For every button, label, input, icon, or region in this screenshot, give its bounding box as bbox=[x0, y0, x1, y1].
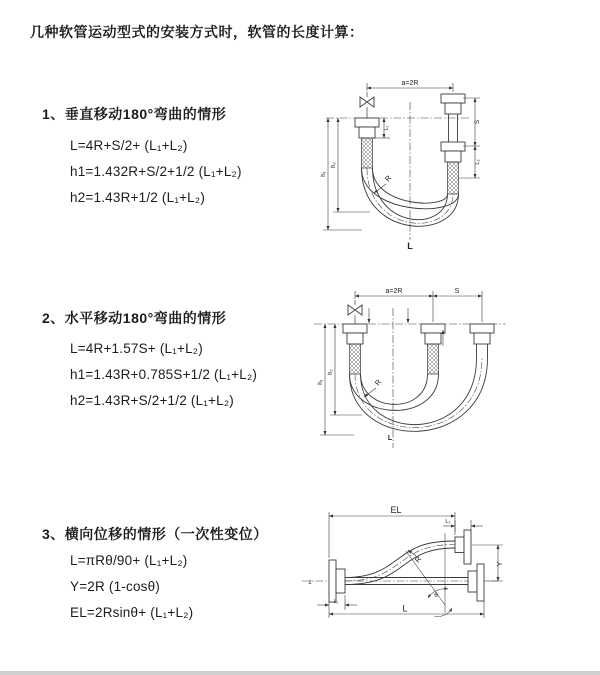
formula-line: h1=1.43R+0.785S+1/2 (L₁+L₂) bbox=[70, 367, 258, 382]
dim-label-l2: L₂ bbox=[445, 519, 451, 525]
length-label: L bbox=[407, 241, 413, 251]
dim-label-l1: L₁ bbox=[333, 599, 339, 605]
valve-icon bbox=[348, 300, 362, 324]
construction-lines bbox=[406, 533, 452, 616]
braid-left bbox=[362, 138, 373, 168]
hose-original-outer-wall bbox=[350, 374, 439, 410]
formula-line: L=4R+S/2+ (L₁+L₂) bbox=[70, 138, 188, 153]
dimensions bbox=[317, 512, 503, 618]
hose-moved-inner-wall bbox=[361, 358, 477, 425]
formula-line: Y=2R (1-cosθ) bbox=[70, 579, 161, 594]
dim-label-l: L bbox=[402, 603, 408, 614]
radius-label: R bbox=[372, 377, 384, 388]
theta-arc bbox=[434, 608, 452, 616]
braid-left bbox=[350, 344, 361, 374]
section-3-formulas bbox=[70, 548, 193, 626]
page-title: 几种软管运动型式的安装方式时，软管的长度计算： bbox=[30, 24, 364, 40]
length-label: L bbox=[387, 435, 393, 442]
radius-label: R bbox=[412, 554, 424, 565]
dim-label-h2: h₂ bbox=[331, 162, 337, 168]
scan-edge bbox=[0, 671, 600, 675]
dimensions bbox=[320, 291, 482, 435]
diagram-lateral-displacement bbox=[298, 503, 598, 648]
dim-label-h2: h₂ bbox=[328, 369, 334, 375]
pipe-break-mark: z bbox=[308, 580, 312, 586]
flange-right-moved bbox=[470, 324, 494, 344]
dim-label-h1: h₁ bbox=[318, 379, 324, 385]
formula-line: h2=1.43R+1/2 (L₁+L₂) bbox=[70, 190, 206, 205]
section-3-heading: 3、横向位移的情形（一次性变位） bbox=[42, 526, 268, 542]
section-2-heading: 2、水平移动180°弯曲的情形 bbox=[42, 310, 227, 326]
dim-label-a2r: a=2R bbox=[401, 80, 419, 87]
formula-line: EL=2Rsinθ+ (L₁+L₂) bbox=[70, 605, 194, 620]
flange-right-lower bbox=[468, 564, 484, 601]
angle-label: θ bbox=[434, 592, 438, 599]
formula-line: L=4R+1.57S+ (L₁+L₂) bbox=[70, 341, 203, 356]
section-1-heading: 1、垂直移动180°弯曲的情形 bbox=[42, 106, 227, 122]
valve-icon bbox=[360, 92, 374, 118]
flange-right-upper bbox=[441, 94, 465, 114]
flange-middle bbox=[421, 324, 445, 344]
dim-label-l2: L₂ bbox=[475, 159, 481, 165]
dim-label-el: EL bbox=[390, 505, 402, 515]
hose-scurve-centerline bbox=[345, 545, 455, 582]
hose-assembly bbox=[314, 300, 506, 448]
section-1-formulas bbox=[70, 133, 242, 211]
dim-label-h1: h₁ bbox=[321, 171, 327, 177]
flange-left bbox=[329, 560, 345, 602]
hose-scurve-bottom-wall bbox=[345, 548, 455, 585]
diagram-vertical-180-bend bbox=[306, 72, 596, 258]
hose-centerline-arc bbox=[355, 358, 482, 428]
hose-assembly bbox=[302, 530, 498, 602]
braid-right bbox=[448, 162, 459, 194]
hose-original-inner-wall bbox=[361, 374, 428, 404]
section-2-formulas bbox=[70, 336, 257, 414]
braid-middle bbox=[428, 344, 439, 374]
dim-label-a2r: a=2R bbox=[385, 288, 403, 295]
flange-right-lower bbox=[441, 142, 465, 162]
formula-line: L=πRθ/90+ (L₁+L₂) bbox=[70, 553, 188, 568]
flange-left bbox=[355, 118, 379, 138]
formula-line: h1=1.432R+S/2+1/2 (L₁+L₂) bbox=[70, 164, 242, 179]
hose-assembly bbox=[326, 92, 471, 240]
diagram-horizontal-180-bend bbox=[306, 280, 596, 460]
flange-right-upper bbox=[455, 530, 471, 564]
formula-line: h2=1.43R+S/2+1/2 (L₁+L₂) bbox=[70, 393, 234, 408]
dim-label-y: Y bbox=[497, 561, 504, 567]
flange-left bbox=[343, 324, 367, 344]
dim-label-l1: L₁ bbox=[384, 125, 390, 131]
dim-label-s: S bbox=[474, 119, 481, 125]
hose-moved-outer-wall bbox=[350, 358, 488, 431]
radius-label: R bbox=[382, 173, 394, 184]
dim-label-s: S bbox=[454, 288, 460, 295]
hose-scurve-top-wall bbox=[345, 541, 455, 578]
